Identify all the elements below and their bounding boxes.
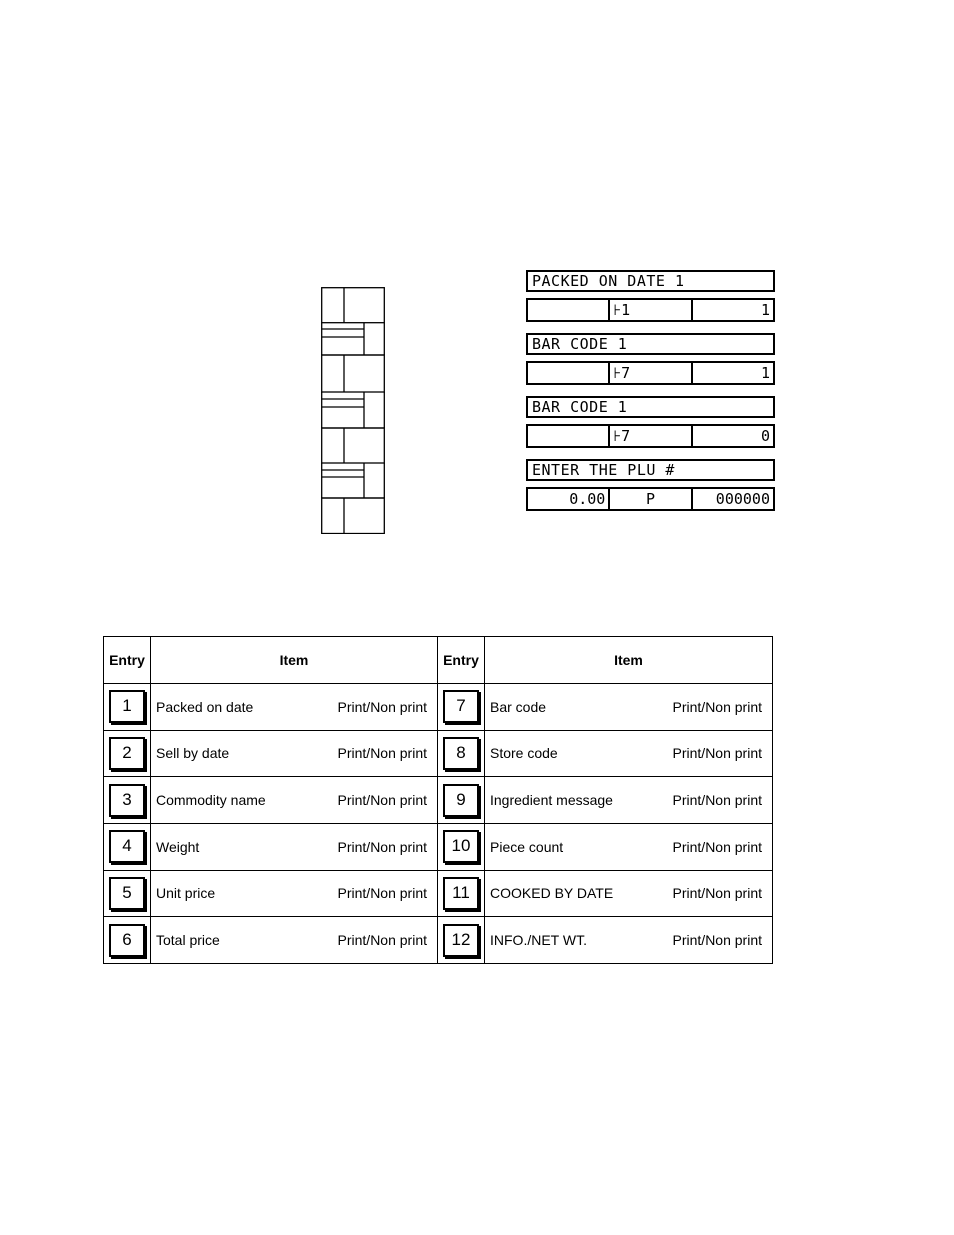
entry-cell xyxy=(104,870,151,917)
header-item-left: Item xyxy=(151,637,438,684)
display-cell-mid: ⊦7 xyxy=(608,363,690,383)
item-name: Ingredient message xyxy=(490,792,613,809)
item-content xyxy=(490,745,762,761)
item-content xyxy=(490,792,762,808)
key-b-1 xyxy=(322,323,385,355)
item-cell xyxy=(151,870,438,917)
item-option: Print/Non print xyxy=(672,932,762,949)
entry-cell xyxy=(104,823,151,870)
key-b-2 xyxy=(322,392,385,428)
display-cell-left xyxy=(528,426,608,446)
display-panel-4 xyxy=(526,459,775,511)
item-option: Print/Non print xyxy=(672,698,762,715)
item-cell xyxy=(485,684,773,731)
item-content xyxy=(490,885,762,901)
entry-cell xyxy=(438,917,485,964)
item-option: Print/Non print xyxy=(337,792,427,809)
item-cell xyxy=(151,823,438,870)
entry-number-key: 5 xyxy=(109,877,145,910)
display-cell-right: 0 xyxy=(691,426,773,446)
item-content xyxy=(490,699,762,715)
item-cell xyxy=(151,730,438,777)
item-name: Weight xyxy=(156,838,200,855)
item-option: Print/Non print xyxy=(337,885,427,902)
header-item-right: Item xyxy=(485,637,773,684)
display-cell-right: 1 xyxy=(691,300,773,320)
table-row xyxy=(104,684,773,731)
header-entry-left: Entry xyxy=(104,637,151,684)
item-name: COOKED BY DATE xyxy=(490,885,614,902)
item-name: Bar code xyxy=(490,698,547,715)
item-cell xyxy=(485,777,773,824)
item-option: Print/Non print xyxy=(337,838,427,855)
display-panel-3 xyxy=(526,396,775,448)
item-cell xyxy=(485,730,773,777)
table-row xyxy=(104,777,773,824)
item-option: Print/Non print xyxy=(672,792,762,809)
entry-number-key: 6 xyxy=(109,924,145,957)
display-cell-left: 0.00 xyxy=(569,490,606,508)
item-name: Commodity name xyxy=(156,792,266,809)
item-content xyxy=(156,885,427,901)
entry-number-key: 10 xyxy=(443,830,479,863)
display-cell-right: 1 xyxy=(691,363,773,383)
display-row xyxy=(526,361,775,385)
item-cell xyxy=(485,823,773,870)
entry-number-key: 3 xyxy=(109,784,145,817)
key-a-4 xyxy=(322,498,385,534)
display-cell-left xyxy=(528,300,608,320)
item-content xyxy=(156,699,427,715)
entry-cell xyxy=(104,684,151,731)
entry-number-key: 2 xyxy=(109,737,145,770)
display-panel-1 xyxy=(526,270,775,322)
entry-table xyxy=(103,636,773,964)
item-cell xyxy=(485,917,773,964)
table-header-row xyxy=(104,637,773,684)
item-cell xyxy=(151,684,438,731)
item-name: Sell by date xyxy=(156,745,230,762)
item-option: Print/Non print xyxy=(672,745,762,762)
display-cell-right: 000000 xyxy=(691,489,773,509)
key-sequence-diagram xyxy=(321,287,385,534)
entry-number-key: 7 xyxy=(443,690,479,723)
entry-number-key: 4 xyxy=(109,830,145,863)
item-option: Print/Non print xyxy=(337,745,427,762)
entry-number-key: 12 xyxy=(443,924,479,957)
display-title: ENTER THE PLU # xyxy=(526,459,775,481)
header-entry-right: Entry xyxy=(438,637,485,684)
display-panel-2 xyxy=(526,333,775,385)
table-row xyxy=(104,730,773,777)
entry-cell xyxy=(438,823,485,870)
entry-cell xyxy=(438,870,485,917)
key-a-3 xyxy=(322,428,385,463)
entry-number-key: 8 xyxy=(443,737,479,770)
item-name: Total price xyxy=(156,932,220,949)
item-name: INFO./NET WT. xyxy=(490,932,587,949)
item-content xyxy=(156,792,427,808)
display-row xyxy=(526,424,775,448)
item-option: Print/Non print xyxy=(337,932,427,949)
entry-cell xyxy=(438,777,485,824)
item-content xyxy=(156,932,427,948)
item-cell xyxy=(151,917,438,964)
item-option: Print/Non print xyxy=(672,838,762,855)
table-row xyxy=(104,917,773,964)
entry-cell xyxy=(104,730,151,777)
item-name: Packed on date xyxy=(156,698,254,715)
entry-number-key: 1 xyxy=(109,690,145,723)
entry-cell xyxy=(438,684,485,731)
entry-cell xyxy=(104,917,151,964)
display-title: BAR CODE 1 xyxy=(526,333,775,355)
item-content xyxy=(156,745,427,761)
display-cell-left xyxy=(528,363,608,383)
display-row xyxy=(526,298,775,322)
item-name: Store code xyxy=(490,745,558,762)
entry-number-key: 9 xyxy=(443,784,479,817)
item-content xyxy=(156,839,427,855)
item-content xyxy=(490,839,762,855)
display-cell-mid: ⊦1 xyxy=(608,300,690,320)
item-cell xyxy=(151,777,438,824)
item-option: Print/Non print xyxy=(672,885,762,902)
key-a-1 xyxy=(322,288,385,323)
display-cell-mid: P xyxy=(608,489,690,509)
table-row xyxy=(104,823,773,870)
entry-cell xyxy=(104,777,151,824)
display-cell-mid: ⊦7 xyxy=(608,426,690,446)
display-panels xyxy=(526,270,775,522)
display-title: PACKED ON DATE 1 xyxy=(526,270,775,292)
item-content xyxy=(490,932,762,948)
display-row xyxy=(526,487,775,511)
key-b-3 xyxy=(322,463,385,498)
item-name: Unit price xyxy=(156,885,216,902)
item-name: Piece count xyxy=(490,838,564,855)
display-title: BAR CODE 1 xyxy=(526,396,775,418)
entry-number-key: 11 xyxy=(443,877,479,910)
item-cell xyxy=(485,870,773,917)
entry-cell xyxy=(438,730,485,777)
key-a-2 xyxy=(322,355,385,392)
item-option: Print/Non print xyxy=(337,698,427,715)
table-row xyxy=(104,870,773,917)
